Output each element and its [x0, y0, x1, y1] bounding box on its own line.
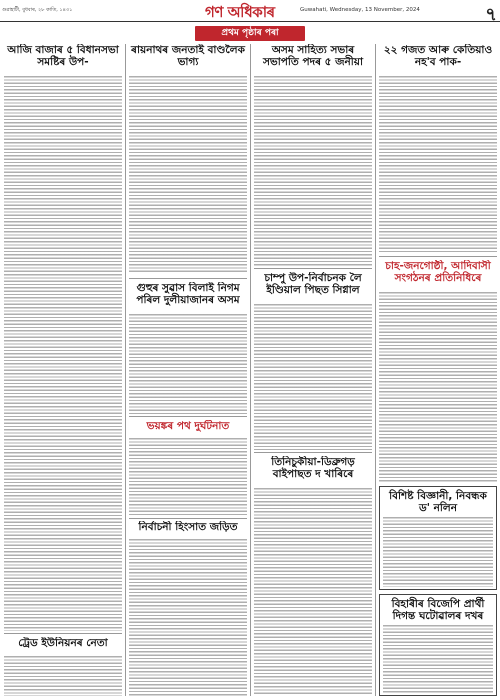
- article-headline: ২২ গজত আৰু কেতিয়াও নহ'ব পাক-: [383, 44, 493, 68]
- column-rule: [250, 44, 251, 696]
- article-divider: [254, 452, 372, 453]
- article-headline: বিশিষ্ট বিজ্ঞানী, নিবন্ধক ড' নলিন: [389, 490, 487, 514]
- article-headline: তিনিচুকীয়া-ডিব্ৰুগড় বাইপাছত দ খাৰিৰে: [271, 456, 355, 480]
- article-headline: অসম সাহিত্য সভাৰ সভাপতি পদৰ ৫ জনীয়া: [262, 44, 364, 68]
- column-rule: [375, 44, 376, 696]
- article-headline: আজি বাজাৰ ৫ বিধানসভা সমষ্টিৰ উপ-: [7, 44, 119, 68]
- page-number: ৭: [485, 4, 497, 25]
- boxed-article: [379, 486, 497, 590]
- article-body: [383, 625, 493, 693]
- article-body: [379, 292, 497, 482]
- article-divider: [379, 256, 497, 257]
- article-divider: [129, 416, 247, 417]
- article-body: [129, 539, 247, 696]
- article-divider: [129, 278, 247, 279]
- article-headline: বিহাৰীৰ বিজেপি প্ৰাৰ্থী দিগন্ত ঘটোৱালৰ দখৰ: [391, 598, 485, 622]
- boxed-article: [379, 594, 497, 696]
- date-assamese: গুৱাহাটী, বুধবাৰ, ২৮ কাতি, ১৪৩১: [2, 7, 73, 13]
- article-body: [379, 76, 497, 252]
- continued-banner: প্ৰথম পৃষ্ঠাৰ পৰা: [195, 26, 305, 41]
- article-divider: [254, 268, 372, 269]
- article-body: [129, 314, 247, 414]
- column-rule: [125, 44, 126, 696]
- article-body: [129, 76, 247, 274]
- article-body: [383, 517, 493, 587]
- article-divider: [4, 633, 122, 634]
- article-headline: চাম্পু উপ-নিৰ্বাচনক লৈ ইণ্ডিয়াল পিছত সিগ্নাল: [264, 272, 362, 296]
- newspaper-masthead: গণ অধিকাৰ: [205, 3, 275, 21]
- article-body: [254, 304, 372, 450]
- article-headline: গুহুৰ সুৱাস বিলাই নিগম পৰিল দুলীয়াজানৰ অসম: [136, 282, 240, 306]
- article-body: [254, 488, 372, 696]
- article-body: [4, 76, 122, 631]
- date-english: Guwahati, Wednesday, 13 November, 2024: [300, 7, 420, 13]
- article-headline: নিৰ্বাচনী হিংসাত জড়িত: [138, 521, 238, 533]
- top-bar: [0, 0, 500, 25]
- article-headline: চাহ-জনগোষ্ঠী, আদিবাসী সংগঠনৰ প্ৰতিনিধিৰে: [385, 260, 491, 284]
- article-body: [254, 76, 372, 266]
- article-body: [129, 438, 247, 516]
- article-headline: ভয়ঙ্কৰ পথ দুৰ্ঘটনাত: [146, 420, 230, 432]
- article-divider: [129, 518, 247, 519]
- article-headline: ৰায়নাথৰ জনতাই বাণ্ডলৈক ভাগ্য: [131, 44, 245, 68]
- article-headline: ট্ৰেড ইউনিয়নৰ নেতা: [18, 637, 108, 649]
- article-body: [4, 656, 122, 696]
